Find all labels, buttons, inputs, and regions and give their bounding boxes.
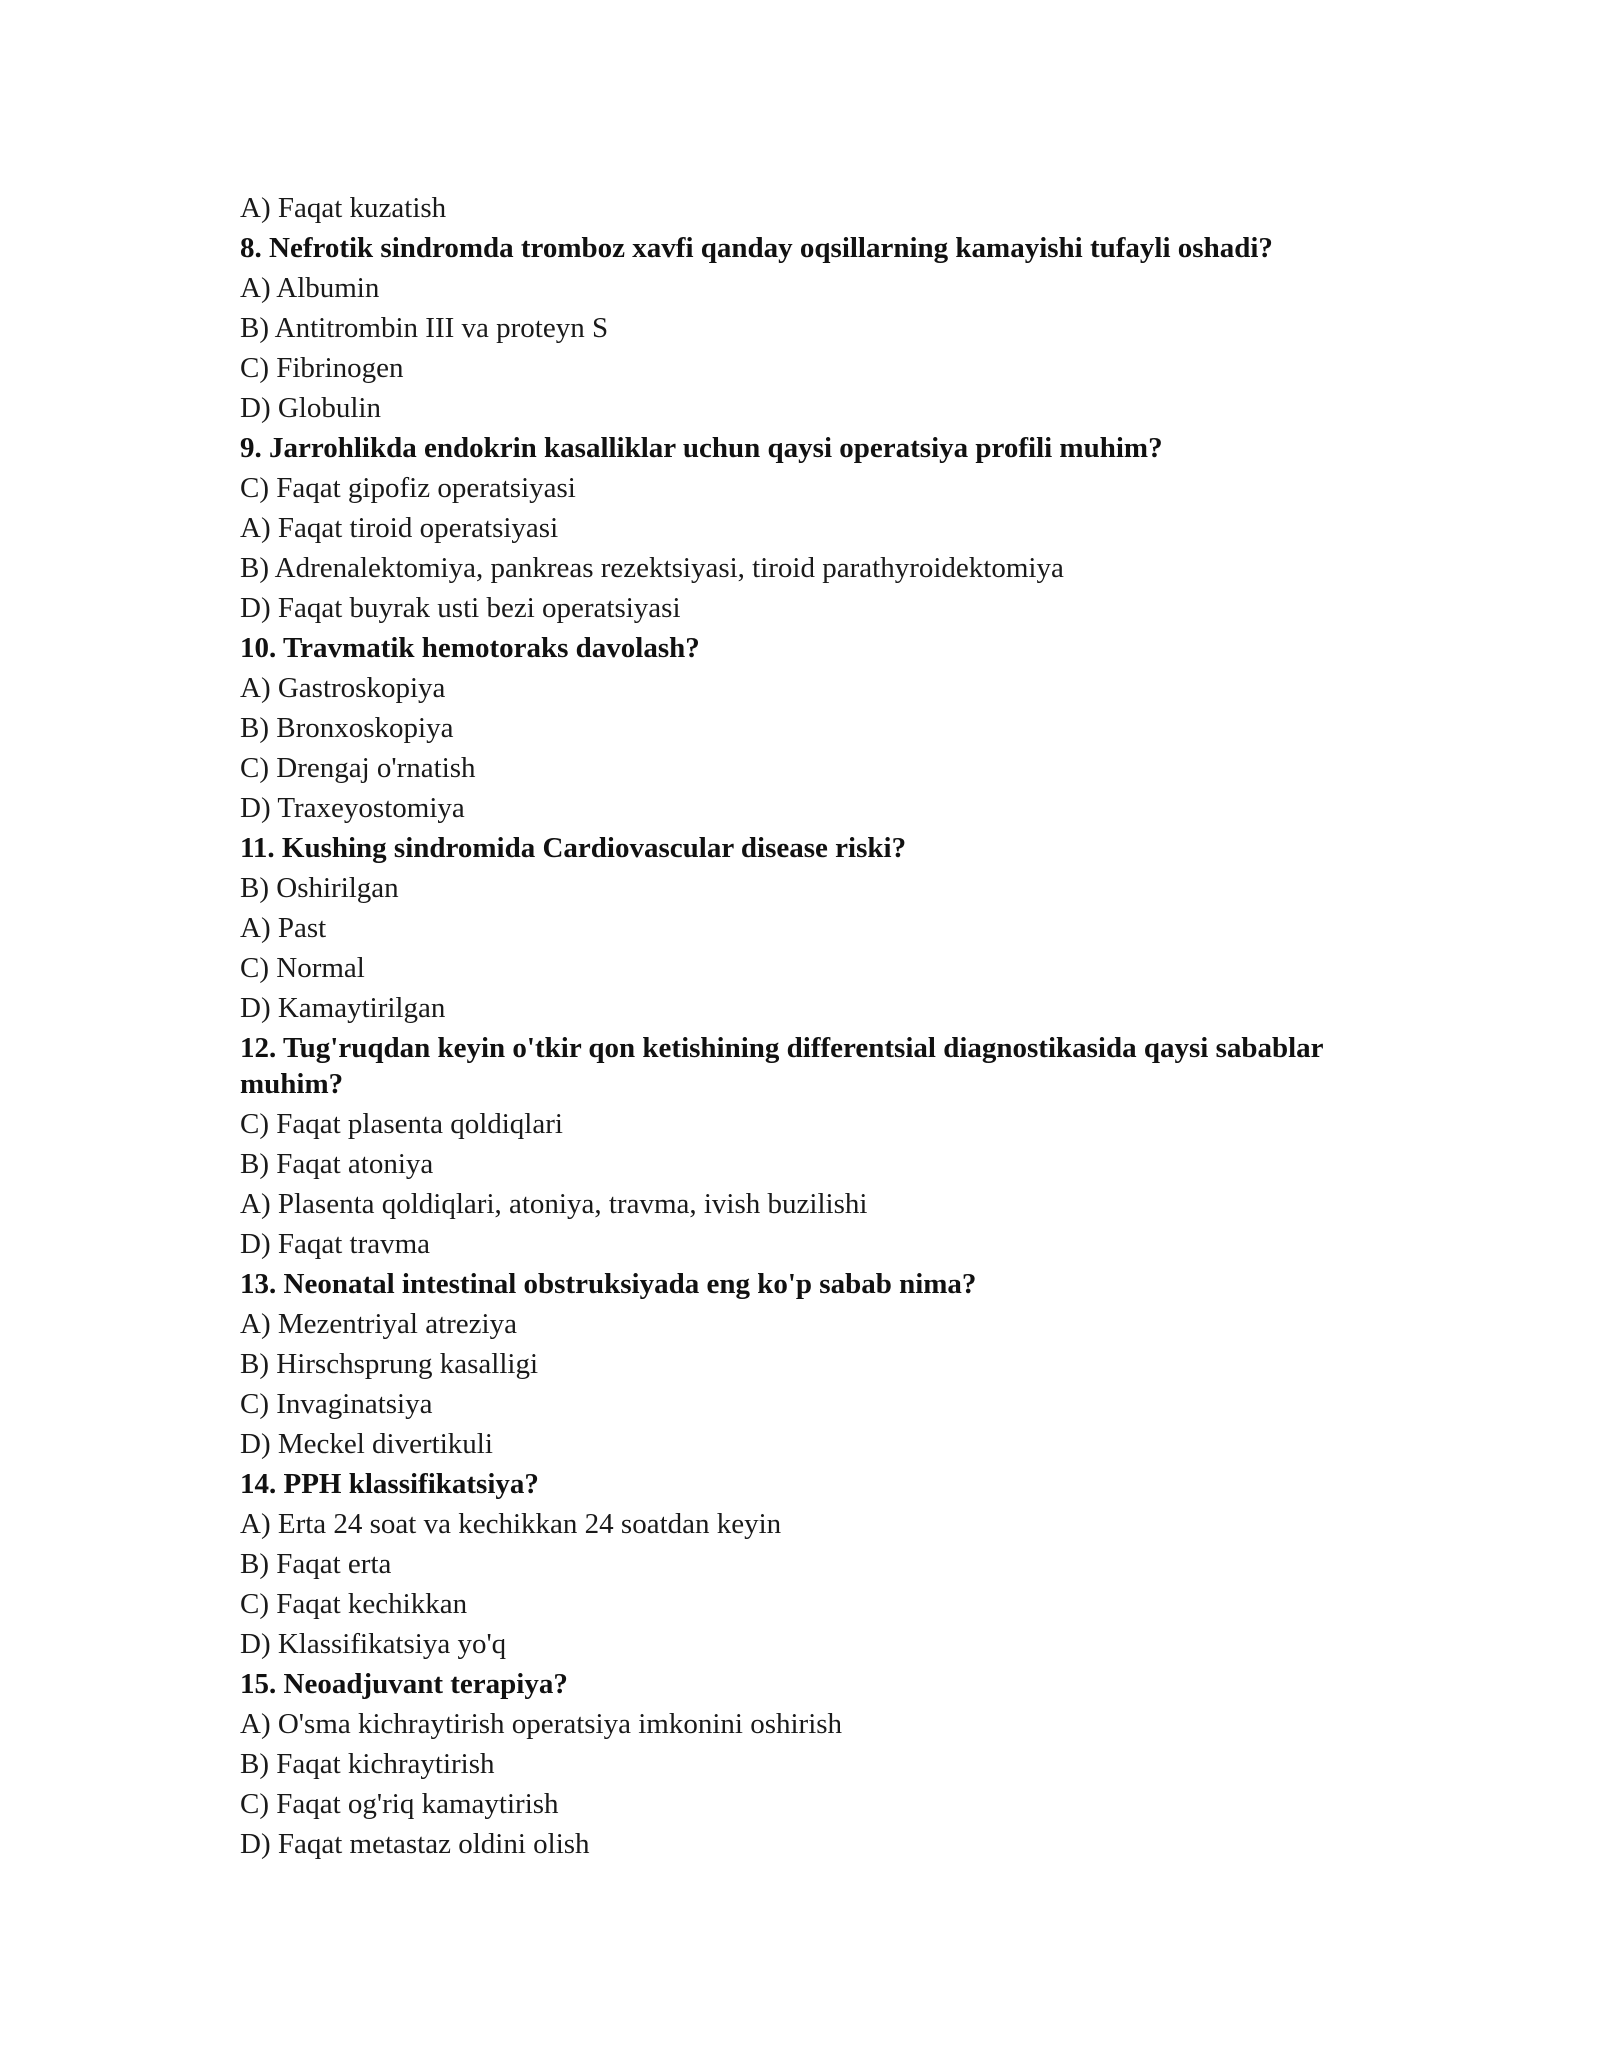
answer-option: A) Mezentriyal atreziya: [240, 1308, 517, 1340]
answer-option: C) Faqat gipofiz operatsiyasi: [240, 472, 576, 504]
answer-option: C) Faqat og'riq kamaytirish: [240, 1788, 559, 1820]
answer-option: B) Faqat atoniya: [240, 1148, 434, 1180]
answer-option: B) Oshirilgan: [240, 872, 399, 904]
answer-option: D) Faqat travma: [240, 1228, 431, 1260]
answer-option: C) Fibrinogen: [240, 352, 404, 384]
answer-option: A) Past: [240, 912, 327, 944]
question-heading: 12. Tug'ruqdan keyin o'tkir qon ketishining differentsial diagnostikasida qaysi sabablar muhim?: [240, 1032, 1324, 1100]
answer-option: C) Drengaj o'rnatish: [240, 752, 476, 784]
answer-option: D) Faqat buyrak usti bezi operatsiyasi: [240, 592, 681, 624]
question-heading: 8. Nefrotik sindromda tromboz xavfi qanday oqsillarning kamayishi tufayli oshadi?: [240, 232, 1273, 264]
answer-option: C) Normal: [240, 952, 365, 984]
answer-option: B) Faqat erta: [240, 1548, 392, 1580]
answer-option: B) Antitrombin III va proteyn S: [240, 312, 609, 344]
question-heading: 15. Neoadjuvant terapiya?: [240, 1668, 568, 1700]
answer-option: A) O'sma kichraytirish operatsiya imkonini oshirish: [240, 1708, 843, 1740]
answer-option: B) Hirschsprung kasalligi: [240, 1348, 539, 1380]
answer-option: D) Traxeyostomiya: [240, 792, 465, 824]
answer-option: A) Albumin: [240, 272, 380, 304]
answer-option: D) Meckel divertikuli: [240, 1428, 493, 1460]
answer-option: A) Erta 24 soat va kechikkan 24 soatdan keyin: [240, 1508, 782, 1540]
answer-option: C) Faqat kechikkan: [240, 1588, 468, 1620]
answer-option: A) Gastroskopiya: [240, 672, 446, 704]
answer-option: B) Faqat kichraytirish: [240, 1748, 495, 1780]
question-heading: 9. Jarrohlikda endokrin kasalliklar uchun qaysi operatsiya profili muhim?: [240, 432, 1163, 464]
answer-option: A) Faqat kuzatish: [240, 192, 447, 224]
answer-option: D) Faqat metastaz oldini olish: [240, 1828, 590, 1860]
question-heading: 13. Neonatal intestinal obstruksiyada eng ko'p sabab nima?: [240, 1268, 977, 1300]
answer-option: C) Invaginatsiya: [240, 1388, 433, 1420]
answer-option: B) Adrenalektomiya, pankreas rezektsiyasi, tiroid parathyroidektomiya: [240, 552, 1064, 584]
answer-option: D) Klassifikatsiya yo'q: [240, 1628, 507, 1660]
answer-option: B) Bronxoskopiya: [240, 712, 454, 744]
answer-option: D) Globulin: [240, 392, 381, 424]
question-heading: 14. PPH klassifikatsiya?: [240, 1468, 539, 1500]
answer-option: C) Faqat plasenta qoldiqlari: [240, 1108, 563, 1140]
answer-option: D) Kamaytirilgan: [240, 992, 446, 1024]
answer-option: A) Plasenta qoldiqlari, atoniya, travma, ivish buzilishi: [240, 1188, 868, 1220]
answer-option: A) Faqat tiroid operatsiyasi: [240, 512, 559, 544]
question-heading: 10. Travmatik hemotoraks davolash?: [240, 632, 700, 664]
question-heading: 11. Kushing sindromida Cardiovascular disease riski?: [240, 832, 907, 864]
quiz-content: [240, 188, 1380, 1864]
